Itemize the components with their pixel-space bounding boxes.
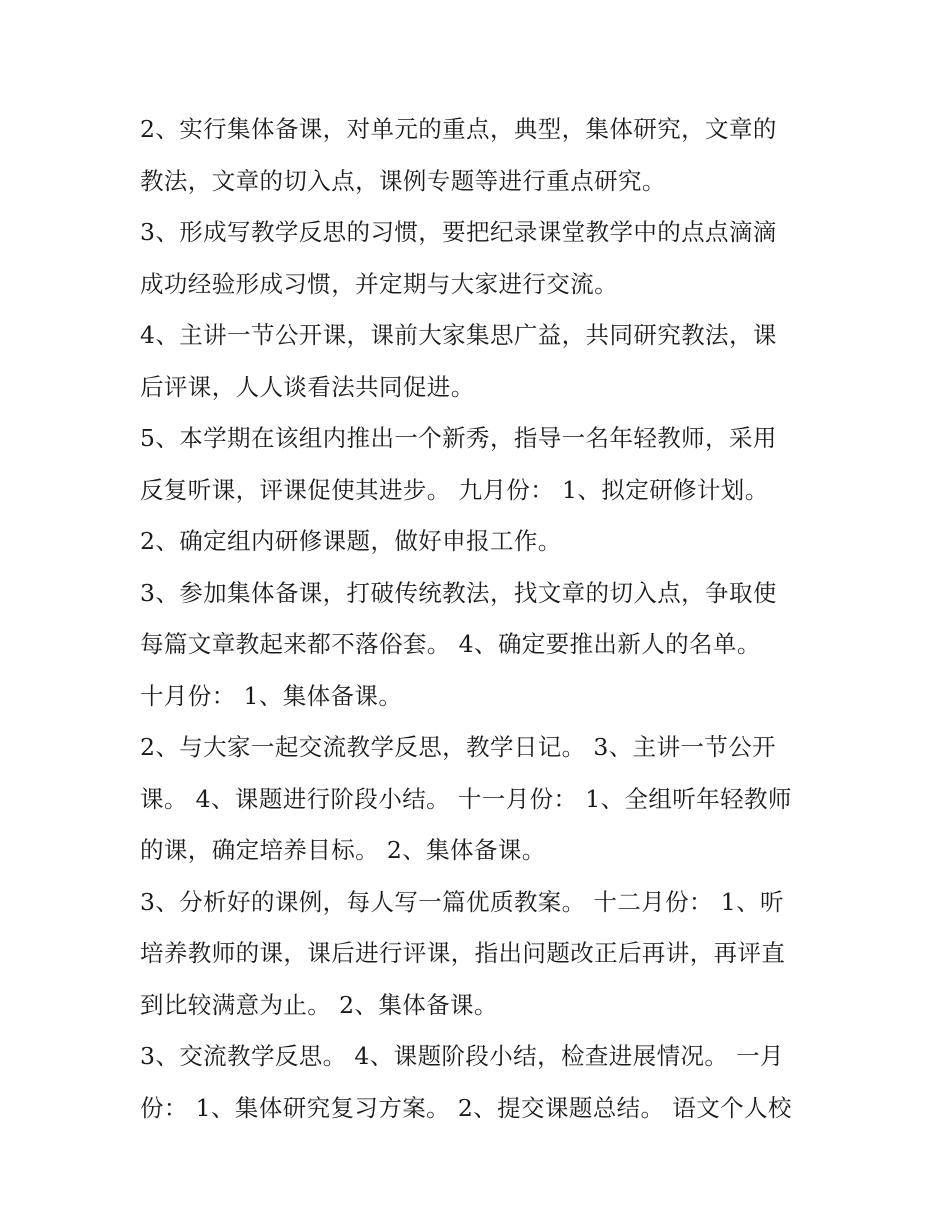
text-line: 4、主讲一节公开课，课前大家集思广益，共同研究教法，课 [140, 321, 777, 349]
text-line: 后评课，人人谈看法共同促进。 [140, 372, 475, 401]
text-line: 2、实行集体备课，对单元的重点，典型，集体研究，文章的 [140, 115, 777, 143]
text-line: 3、交流教学反思。 4、课题阶段小结，检查进展情况。 一月 [140, 1042, 784, 1070]
text-line: 2、确定组内研修课题，做好申报工作。 [140, 527, 562, 555]
text-line: 3、参加集体备课，打破传统教法，找文章的切入点，争取使 [140, 578, 777, 607]
text-line: 份： 1、集体研究复习方案。 2、提交课题总结。 语文个人校 [140, 1093, 792, 1122]
text-line: 5、本学期在该组内推出一个新秀，指导一名年轻教师，采用 [140, 424, 777, 452]
text-line: 培养教师的课，课后进行评课，指出问题改正后再讲，再评直 [140, 939, 786, 967]
text-line: 成功经验形成习惯，并定期与大家进行交流。 [140, 269, 618, 298]
text-line: 十月份： 1、集体备课。 [140, 681, 403, 710]
text-line: 的课，确定培养目标。 2、集体备课。 [140, 836, 546, 864]
text-line: 3、形成写教学反思的习惯，要把纪录课堂教学中的点点滴滴 [140, 218, 777, 246]
text-line: 3、分析好的课例，每人写一篇优质教案。 十二月份： 1、听 [140, 887, 784, 916]
text-line: 反复听课，评课促使其进步。 九月份： 1、拟定研修计划。 [140, 475, 769, 504]
text-line: 2、与大家一起交流教学反思，教学日记。 3、主讲一节公开 [140, 733, 777, 761]
text-line: 课。 4、课题进行阶段小结。 十一月份： 1、全组听年轻教师 [140, 784, 792, 813]
text-line: 到比较满意为止。 2、集体备课。 [140, 990, 498, 1019]
text-line: 教法，文章的切入点，课例专题等进行重点研究。 [140, 166, 666, 195]
document-body [140, 104, 830, 1134]
text-line: 每篇文章教起来都不落俗套。 4、确定要推出新人的名单。 [140, 630, 761, 658]
